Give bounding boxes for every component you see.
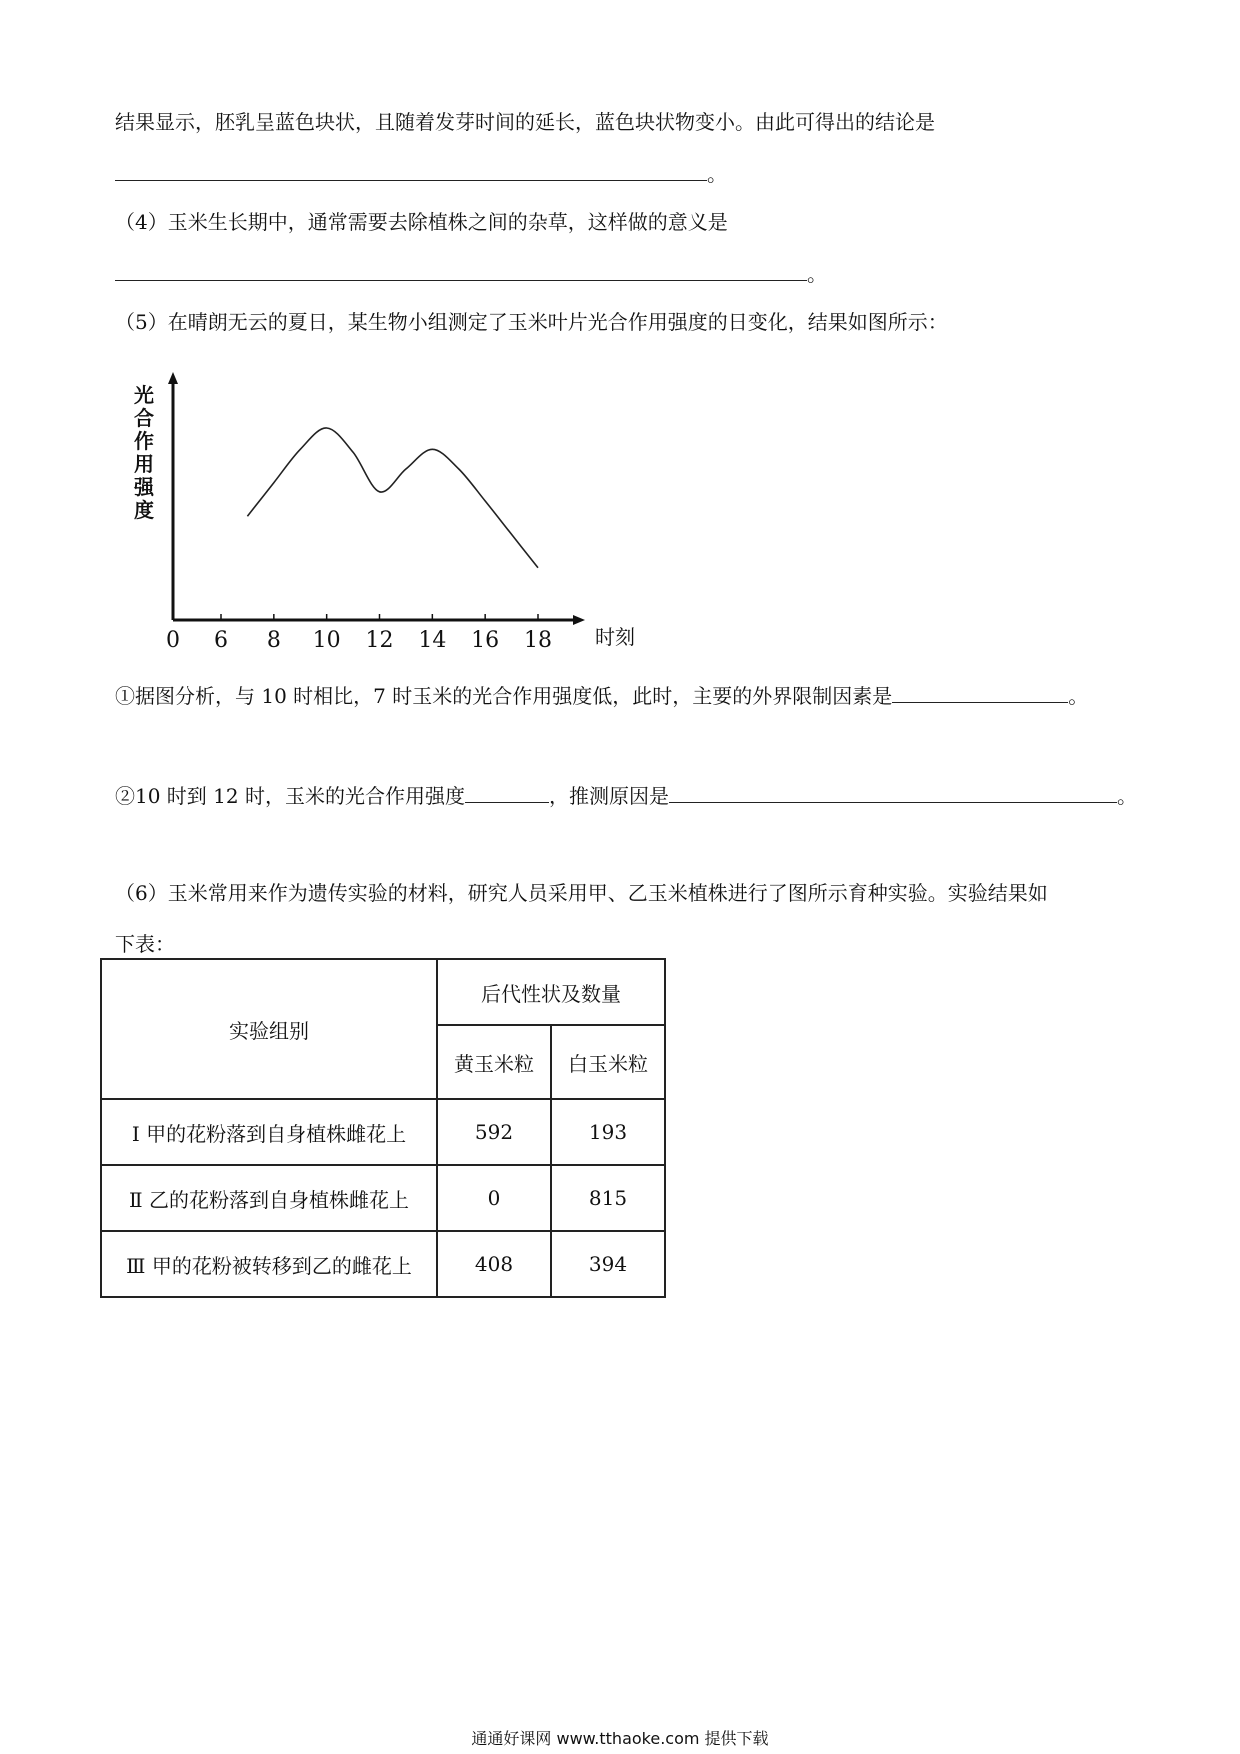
cell-white: 815 bbox=[551, 1165, 665, 1231]
question-5-2-text: ②10 时到 12 时，玉米的光合作用强度 bbox=[115, 784, 465, 808]
x-tick-label: 6 bbox=[214, 628, 228, 653]
period: 。 bbox=[1068, 684, 1089, 708]
blank-limiting-factor[interactable] bbox=[892, 684, 1068, 703]
header-offspring: 后代性状及数量 bbox=[437, 959, 665, 1025]
blank-conclusion[interactable] bbox=[115, 162, 707, 181]
experiment-table bbox=[100, 958, 666, 1298]
x-tick-label: 10 bbox=[312, 628, 341, 653]
table-row bbox=[101, 1099, 665, 1165]
table-row bbox=[101, 1231, 665, 1297]
header-yellow: 黄玉米粒 bbox=[437, 1025, 551, 1099]
question-5-2 bbox=[115, 780, 1137, 809]
period: 。 bbox=[807, 262, 827, 286]
paragraph-result: 结果显示，胚乳呈蓝色块状，且随着发芽时间的延长，蓝色块状物变小。由此可得出的结论是 bbox=[115, 110, 935, 134]
x-tick-label: 12 bbox=[365, 628, 394, 653]
cell-yellow: 408 bbox=[437, 1231, 551, 1297]
cell-yellow: 0 bbox=[437, 1165, 551, 1231]
blank-weeding[interactable] bbox=[115, 262, 807, 281]
period: 。 bbox=[707, 162, 727, 186]
question-5-1-text: ①据图分析，与 10 时相比，7 时玉米的光合作用强度低，此时，主要的外界限制因素是 bbox=[115, 684, 893, 708]
question-5-2-mid: ，推测原因是 bbox=[548, 784, 669, 808]
question-6-cont: 下表： bbox=[115, 932, 175, 956]
y-axis-label-char: 用 bbox=[134, 452, 154, 476]
x-tick-label: 18 bbox=[524, 628, 552, 653]
x-tick-label: 0 bbox=[166, 628, 180, 653]
cell-yellow: 592 bbox=[437, 1099, 551, 1165]
cell-white: 193 bbox=[551, 1099, 665, 1165]
row-label: Ⅰ 甲的花粉落到自身植株雌花上 bbox=[101, 1099, 437, 1165]
y-axis-arrow bbox=[168, 372, 178, 384]
x-tick-label: 14 bbox=[418, 628, 447, 653]
series-line bbox=[247, 428, 538, 568]
answer-line-weeding[interactable] bbox=[115, 258, 827, 287]
question-6: （6）玉米常用来作为遗传实验的材料，研究人员采用甲、乙玉米植株进行了图所示育种实验。实验结果如 bbox=[115, 881, 1048, 905]
answer-line-conclusion[interactable] bbox=[115, 158, 727, 187]
question-5: （5）在晴朗无云的夏日，某生物小组测定了玉米叶片光合作用强度的日变化，结果如图所示： bbox=[115, 310, 948, 334]
blank-intensity-change[interactable] bbox=[465, 784, 549, 803]
cell-white: 394 bbox=[551, 1231, 665, 1297]
footer: 通通好课网 www.tthaoke.com 提供下载 bbox=[471, 1729, 769, 1748]
y-axis-label bbox=[133, 383, 155, 522]
y-axis-label-char: 度 bbox=[134, 498, 154, 522]
table-row bbox=[101, 1165, 665, 1231]
y-axis-label-char: 强 bbox=[134, 475, 154, 499]
y-axis-label-char: 光 bbox=[134, 383, 154, 407]
photosynthesis-chart bbox=[120, 370, 635, 660]
y-axis-label-char: 合 bbox=[134, 406, 154, 430]
x-axis-label: 时刻 bbox=[595, 625, 635, 649]
x-tick-label: 16 bbox=[471, 628, 500, 653]
row-label: Ⅲ 甲的花粉被转移到乙的雌花上 bbox=[101, 1231, 437, 1297]
header-group: 实验组别 bbox=[101, 959, 437, 1099]
question-5-1 bbox=[115, 680, 1088, 709]
x-tick-label: 8 bbox=[266, 628, 281, 653]
blank-reason[interactable] bbox=[669, 784, 1117, 803]
x-axis-arrow bbox=[573, 615, 585, 625]
row-label: Ⅱ 乙的花粉落到自身植株雌花上 bbox=[101, 1165, 437, 1231]
question-4: （4）玉米生长期中，通常需要去除植株之间的杂草，这样做的意义是 bbox=[115, 210, 728, 234]
y-axis-label-char: 作 bbox=[134, 429, 154, 453]
header-white: 白玉米粒 bbox=[551, 1025, 665, 1099]
period: 。 bbox=[1116, 784, 1137, 808]
